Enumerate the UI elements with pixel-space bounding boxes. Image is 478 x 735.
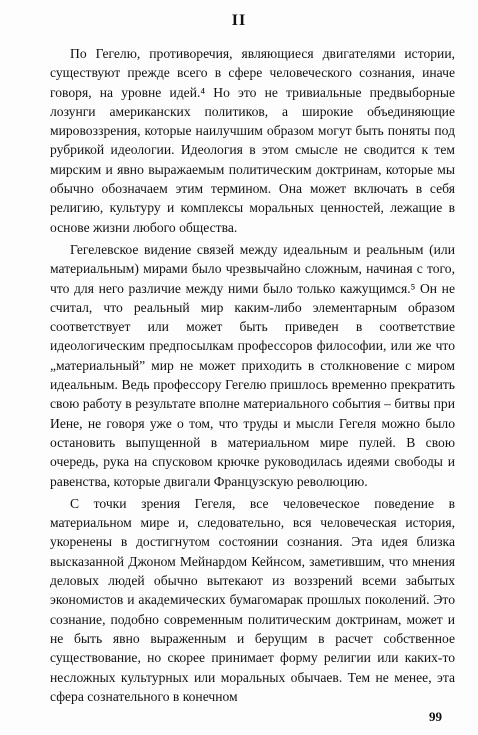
page-number: 99 — [429, 709, 442, 724]
paragraph-2: Гегелевское видение связей между идеальным и реальным (или материальным) мирами было чрезвычайно сложным, начиная с того, что для него различие между ними было только кажущимся.⁵ Он не считал, что реальный мир каким-либо элементарным образом соответствует или может быть приведен в соответствие идеологическим предпосылкам профессоров философии, или же что „материальный” мир не может приходить в столкновение с миром идеальным. Ведь профессору Гегелю пришлось временно прекратить свою работу в результате вполне материального события – битвы при Иене, не говоря уже о том, что труды и мысли Гегеля можно было остановить выпущенной в материальном мире пулей. В свою очередь, рука на спусковом крючке руководилась идеями свободы и равенства, которые двигали Французскую революцию. — [50, 241, 455, 489]
paragraph-1: По Гегелю, противоречия, являющиеся двигателями истории, существуют прежде всего в сфере человеческого сознания, иначе говоря, на уровне идей.⁴ Но это не тривиальные предвыборные лозунги американских политиков, а широкие объединяющие мировоззрения, которые наилучшим образом могут быть поняты под рубрикой идеологии. Идеология в этом смысле не сводится к тем мирским и явно выражаемым политическим доктринам, которые мы обычно обозначаем этим термином. Она может включать в себя религию, культуру и комплексы моральных ценностей, лежащие в основе жизни любого общества. — [50, 46, 455, 235]
body-text — [50, 44, 455, 709]
chapter-heading: II — [231, 12, 247, 29]
paragraph-3: С точки зрения Гегеля, все человеческое поведение в материальном мире и, следовательно, вся человеческая история, укоренены в достигнутом состоянии сознания. Эта идея близка высказанной Джоном Мейнардом Кейнсом, заметившим, что мнения деловых людей обычно вытекают из воззрений всеми забытых экономистов и академических бумагомарак прошлых поколений. Это сознание, подобно современным политическим доктринам, может и не быть явно выраженным и берущим в расчет собственное существование, но скорее принимает форму религии или каких-то несложных культурных или моральных обычаев. Тем не менее, эта сфера сознательного в конечном — [50, 495, 455, 704]
